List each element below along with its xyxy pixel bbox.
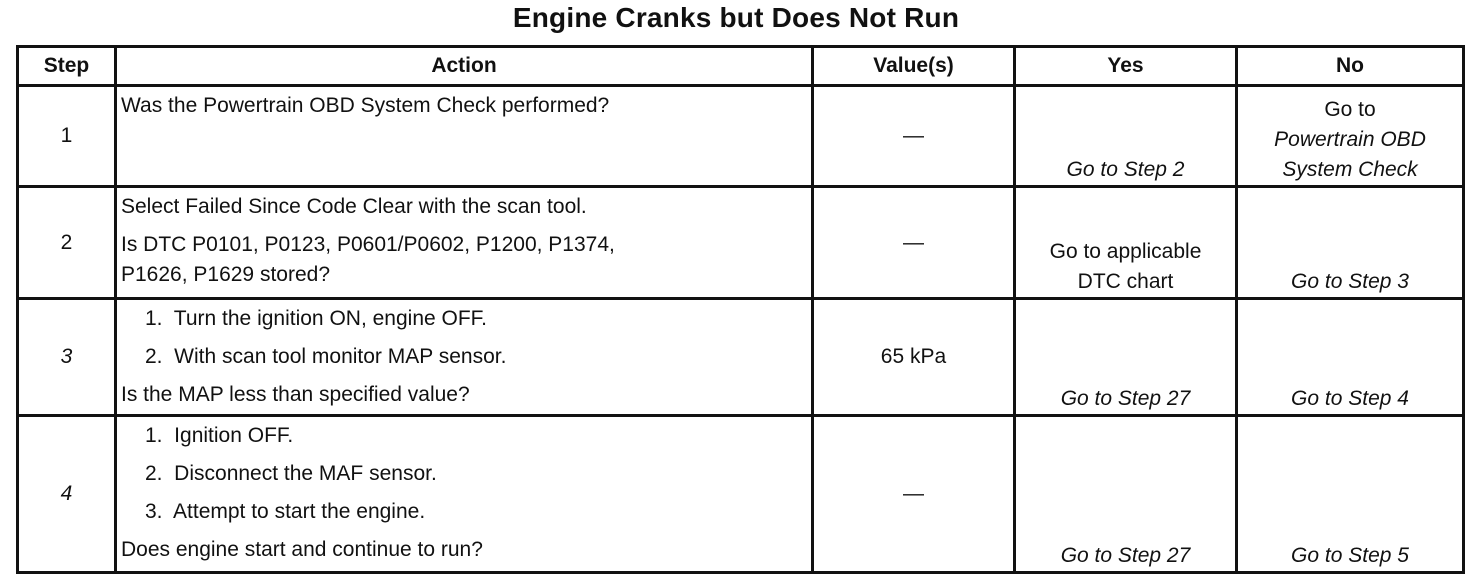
table-row [18,299,1464,416]
header-row [18,47,1464,86]
action-text: Is DTC P0101, P0123, P0601/P0602, P1200, P1374, [121,233,615,256]
col-header-yes: Yes [1015,47,1237,86]
yes-cell: Go to Step 27 [1015,299,1237,416]
action-step-item: 1. Ignition OFF. [145,424,294,447]
value-cell: — [813,416,1015,573]
yes-text: DTC chart [1077,270,1174,293]
action-question: Is the MAP less than specified value? [121,383,470,406]
yes-cell: Go to Step 27 [1015,416,1237,573]
step-cell: 1 [18,86,116,187]
table-row [18,187,1464,299]
table-row [18,86,1464,187]
value-cell: 65 kPa [813,299,1015,416]
action-step-item: 2. Disconnect the MAF sensor. [145,462,437,485]
no-cell [1237,86,1464,187]
no-text: Powertrain OBD [1274,128,1426,151]
table-row [18,416,1464,573]
action-text: Select Failed Since Code Clear with the scan tool. [121,195,587,218]
yes-cell: Go to Step 2 [1015,86,1237,187]
action-cell [116,187,813,299]
col-header-no: No [1237,47,1464,86]
action-step-item: 2. With scan tool monitor MAP sensor. [145,345,507,368]
yes-cell [1015,187,1237,299]
action-text: Was the Powertrain OBD System Check performed? [121,94,610,117]
action-cell [116,416,813,573]
no-text: Go to [1324,98,1376,121]
action-step-item: 3. Attempt to start the engine. [145,500,426,523]
col-header-values: Value(s) [813,47,1015,86]
no-cell: Go to Step 5 [1237,416,1464,573]
col-header-action: Action [116,47,813,86]
no-cell: Go to Step 4 [1237,299,1464,416]
col-header-step: Step [18,47,116,86]
step-cell: 3 [18,299,116,416]
page-title: Engine Cranks but Does Not Run [512,2,960,33]
value-cell: — [813,187,1015,299]
action-cell [116,299,813,416]
step-cell: 2 [18,187,116,299]
step-cell: 4 [18,416,116,573]
action-question: Does engine start and continue to run? [121,538,483,561]
value-cell: — [813,86,1015,187]
action-cell [116,86,813,187]
action-step-item: 1. Turn the ignition ON, engine OFF. [145,307,488,330]
no-cell: Go to Step 3 [1237,187,1464,299]
no-text: System Check [1282,158,1418,181]
diagnostic-table [16,45,1465,574]
action-text: P1626, P1629 stored? [121,263,330,286]
yes-text: Go to applicable [1049,240,1202,263]
